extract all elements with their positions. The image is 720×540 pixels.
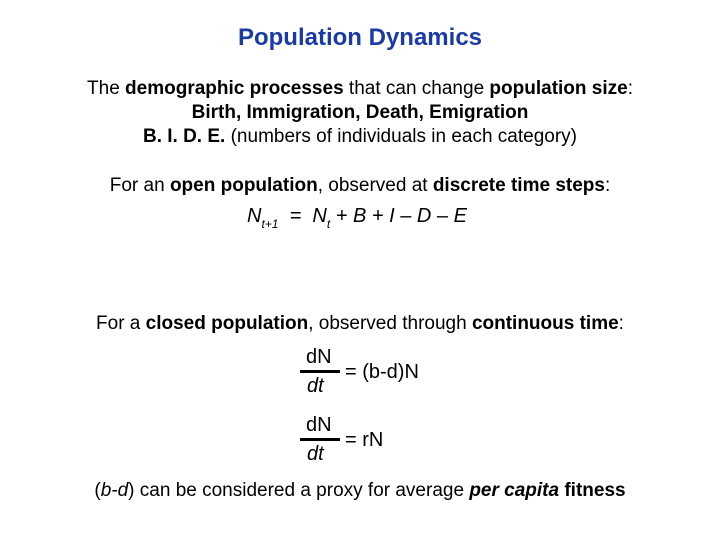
eq1-lhs: N xyxy=(247,205,262,227)
eq2-num-d: d xyxy=(306,346,318,368)
eq3-num-n: N xyxy=(317,414,332,436)
open-text: : xyxy=(604,175,611,196)
eq1-rhs-rest: + B + I – D – E xyxy=(330,205,467,227)
eq2-numerator xyxy=(306,346,332,369)
open-population-term: open population xyxy=(169,175,318,196)
intro-text: (numbers of individuals in each category) xyxy=(225,126,578,147)
footer-line xyxy=(0,480,720,502)
page-title: Population Dynamics xyxy=(237,24,483,51)
population-size-term: population size xyxy=(489,78,628,99)
closed-population-term: closed population xyxy=(145,313,309,334)
continuous-time-term: continuous time xyxy=(471,313,619,334)
processes-list: Birth, Immigration, Death, Emigration xyxy=(191,102,529,123)
footer-text: ( xyxy=(94,480,101,501)
bide-acronym: B. I. D. E. xyxy=(142,126,226,147)
eq3-numerator xyxy=(306,414,332,437)
closed-text: For a xyxy=(96,313,146,334)
b-minus-d-term: b-d xyxy=(100,480,129,501)
eq2-rhs: = (b-d)N xyxy=(345,361,419,383)
eq1-lhs-sub: t+1 xyxy=(261,217,279,231)
open-text: For an xyxy=(109,175,170,196)
intro-text: that can change xyxy=(343,78,490,99)
eq3-rhs: = rN xyxy=(345,429,384,451)
closed-text: , observed through xyxy=(308,313,472,334)
discrete-equation xyxy=(247,205,467,231)
eq1-rhs-sub: t xyxy=(326,217,331,231)
eq1-equals: = xyxy=(278,205,313,227)
eq1-rhs-n: N xyxy=(312,205,327,227)
per-capita-term: per capita xyxy=(469,480,560,501)
footer-text: ) can be considered a proxy for average xyxy=(128,480,470,501)
eq2-denominator: dt xyxy=(307,375,324,397)
intro-text: The xyxy=(87,78,126,99)
intro-line-3 xyxy=(0,126,720,148)
closed-population-line xyxy=(0,313,720,335)
fitness-term: fitness xyxy=(559,480,626,501)
closed-text: : xyxy=(618,313,624,334)
intro-line-1 xyxy=(0,78,720,100)
eq3-denominator: dt xyxy=(307,443,324,465)
eq3-fraction-bar xyxy=(300,438,340,441)
intro-line-2 xyxy=(0,102,720,124)
discrete-time-term: discrete time steps xyxy=(432,175,605,196)
eq3-num-d: d xyxy=(306,414,318,436)
demographic-processes-term: demographic processes xyxy=(125,78,344,99)
intro-text: : xyxy=(627,78,633,99)
eq2-fraction-bar xyxy=(300,370,340,373)
open-population-line xyxy=(0,175,720,197)
open-text: , observed at xyxy=(317,175,433,196)
eq2-num-n: N xyxy=(317,346,332,368)
